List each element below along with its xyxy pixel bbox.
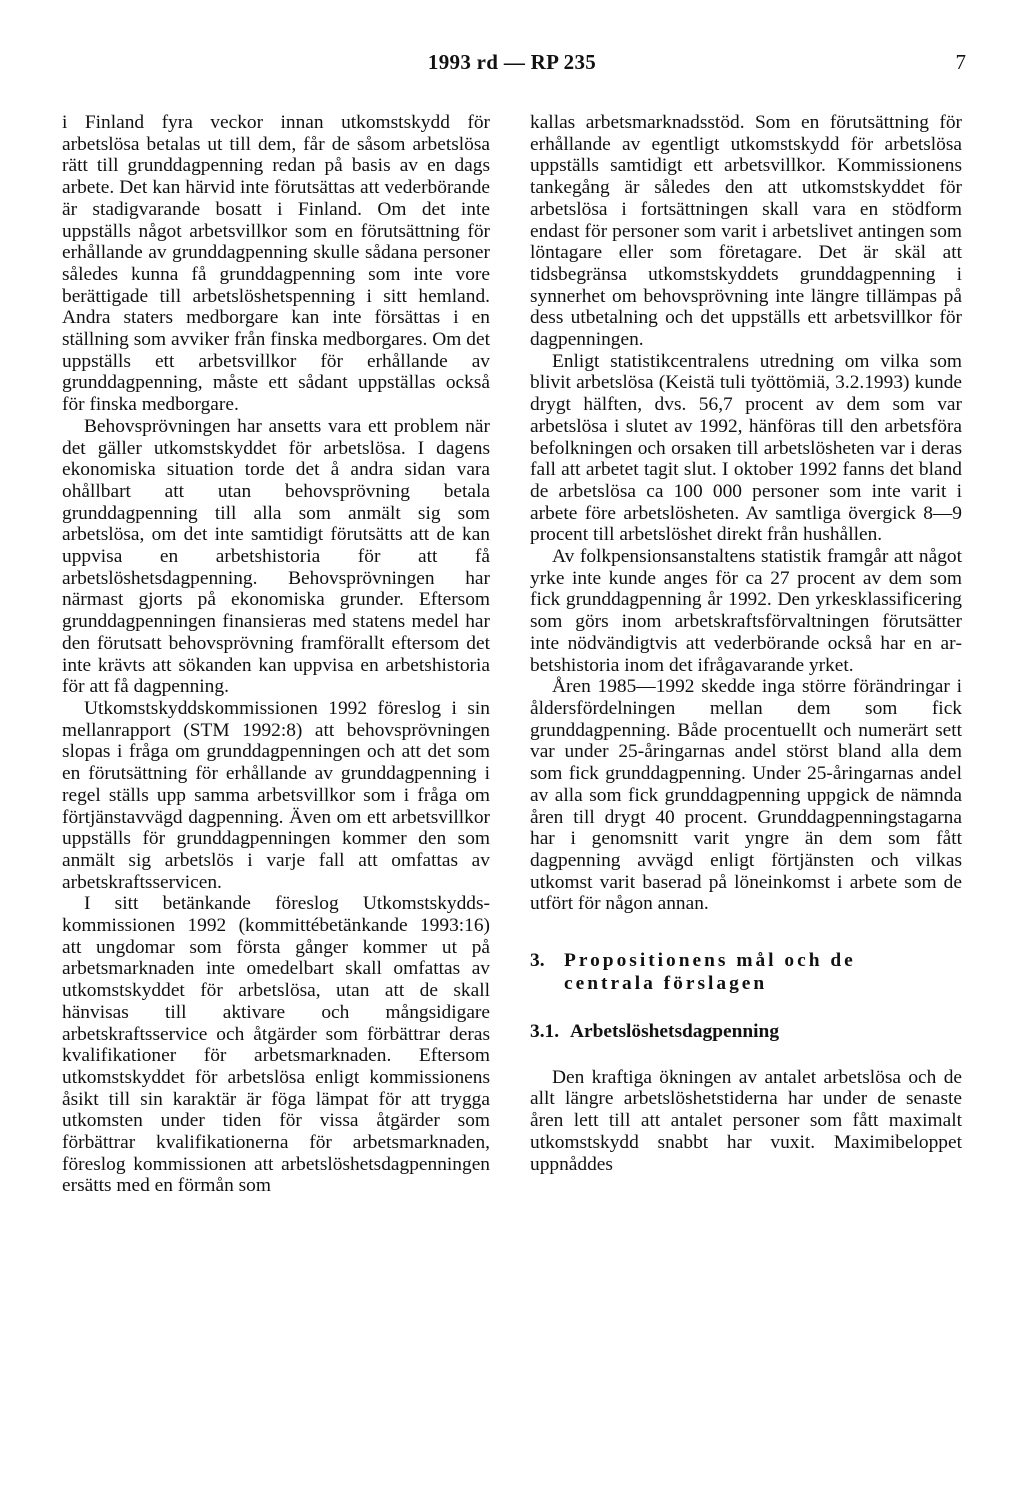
body-paragraph: Den kraftiga ökningen av antalet arbetslösa och de allt längre arbetslöshetstiderna har under de senaste åren lett till att antalet personer som fått maximalt utkomstskydd snabbt har vuxit. Maximibeloppet uppnåddes xyxy=(530,1066,962,1175)
running-title: 1993 rd — RP 235 xyxy=(427,50,597,74)
body-paragraph: Åren 1985—1992 skedde inga större förändringar i åldersfördelningen mellan dem som fick grunddagpenning. Både procentuellt och numerärt sett var under 25-åringarnas andel störst bland alla dem som fick grunddagpenning. Under 25-åringarnas andel av alla som fick grunddagpenning uppgick de nämnda åren till drygt 40 procent. Grunddagpenningstagarna har i genomsnitt varit yngre än dem som fått dagpenning avvägd enligt förtjänsten och vilkas utkomst varit baserad på löneinkomst i arbete som de utfört för någon annan. xyxy=(530,676,962,915)
page-number: 7 xyxy=(955,50,966,74)
section-number: 3. xyxy=(530,950,545,972)
left-column xyxy=(62,112,490,1197)
body-paragraph: I sitt betänkande föreslog Utkomstskyddskommissionen 1992 (kommittébetänkande 1993:16) att ungdomar som första gånger kommer ut på arbetsmarknaden inte omedelbart skall omfattas av utkomstskyddet för arbetslösa, utan att de skall hänvisas till aktivare och mångsidigare arbetskraftsservice och åtgärder som förbättrar deras kvalifikationer för arbetsmarknaden. Eftersom utkomstskyddet för arbetslösa enligt kommissionens åsikt till sin karaktär är föga lämpat för att trygga utkomsten under tiden för vissa åtgärder som förbättrar kvalifikationerna för arbetsmarknaden, föreslog kommissionen att arbetslöshetsdagpenningen ersätts med en förmån som xyxy=(62,893,490,1197)
body-paragraph: kallas arbetsmarknadsstöd. Som en förutsättning för erhållande av egentligt utkomstskydd för arbetslösa uppställs samtidigt ett arbetsvillkor. Kommissionens tankegång är således den att utkomstskyddet för arbetslösa i fortsättningen skall vara en stödform endast för personer som varit i arbetslivet antingen som löntagare eller som företagare. Det är skäl att tidsbegränsa utkomstskyddets grunddagpenning i synnerhet om behovsprövning inte längre tillämpas på dess utbetalning och det uppställs ett arbetsvillkor för dagpenningen. xyxy=(530,112,962,351)
subsection-heading xyxy=(530,1021,962,1043)
body-paragraph: Enligt statistikcentralens utredning om vilka som blivit arbetslösa (Keistä tuli työttömiä, 3.2.1993) kunde drygt hälften, dvs. 56,7 procent av dem som var arbetslösa i slutet av 1992, hänföras till den arbetsföra befolkningen och orsaken till arbetslösheten var i deras fall att arbetet tagit slut. I oktober 1992 fanns det bland de arbetslösa ca 100 000 personer som inte varit i arbete före arbetslösheten. Av samtliga övergick 8—9 procent till arbetslöshet direkt från hushållen. xyxy=(530,350,962,546)
subsection-number: 3.1. xyxy=(530,1021,560,1043)
body-paragraph: i Finland fyra veckor innan utkomstskydd för arbetslösa betalas ut till dem, får de såsom arbetslösa rätt till grunddagpenning redan på basis av en dags arbete. Det kan härvid inte förutsättas att vederbörande är stadigvarande bosatt i Finland. Om det inte uppställs något arbetsvillkor som en förutsättning för erhållande av grunddagpenning skulle sådana personer således kunna få grunddagpenning som inte vore berättigade till arbetslöshetspenning i sitt hemland. Andra staters medborgare kan inte försättas i en ställning som avviker från finska medborgares. Om det uppställs ett arbetsvillkor för erhållande av grunddagpenning, måste ett sådant uppställas också för finska medborgare. xyxy=(62,112,490,416)
section-heading xyxy=(530,949,962,995)
section-title-line1: Propositionens mål och de xyxy=(564,950,856,972)
subsection-title: Arbetslöshetsdagpenning xyxy=(570,1021,780,1043)
right-column xyxy=(530,112,962,1175)
page-header xyxy=(0,50,1024,80)
body-paragraph: Av folkpensionsanstaltens statistik framgår att något yrke inte kunde anges för ca 27 procent av dem som fick grunddagpenning år 1992. Den yrkesklassificering som görs inom arbetskraftsförvaltningen förutsätter inte nödvändigtvis att vederbörande också har en arbetshistoria inom det ifrågavarande yrket. xyxy=(530,546,962,676)
section-title-line2: centrala förslagen xyxy=(564,973,768,995)
body-paragraph: Behovsprövningen har ansetts vara ett problem när det gäller utkomstskyddet för arbetslösa. I dagens ekonomiska situation torde det å andra sidan vara ohållbart att utan behovsprövning betala grunddagpenning till alla som anmält sig som arbetslösa, om det inte samtidigt förutsätts att de kan uppvisa en arbetshistoria för att få arbetslöshetsdagpenning. Behovsprövningen har närmast gjorts på ekonomiska grunder. Eftersom grunddagpenningen finansieras med statens medel har den förutsatt behovsprövning framförallt eftersom det inte krävts att sökanden kan uppvisa en arbetshistoria för att få dagpenning. xyxy=(62,415,490,698)
body-paragraph: Utkomstskyddskommissionen 1992 föreslog i sin mellanrapport (STM 1992:8) att behovsprövningen slopas i fråga om grunddagpenningen och att det som en förutsättning för erhållande av grunddagpenning i regel ställs upp samma arbetsvillkor som i fråga om förtjänstavvägd dagpenning. Även om ett arbetsvillkor uppställs för grunddagpenningen kommer den som anmält sig arbetslös i varje fall att omfattas av arbetskraftsservicen. xyxy=(62,697,490,893)
